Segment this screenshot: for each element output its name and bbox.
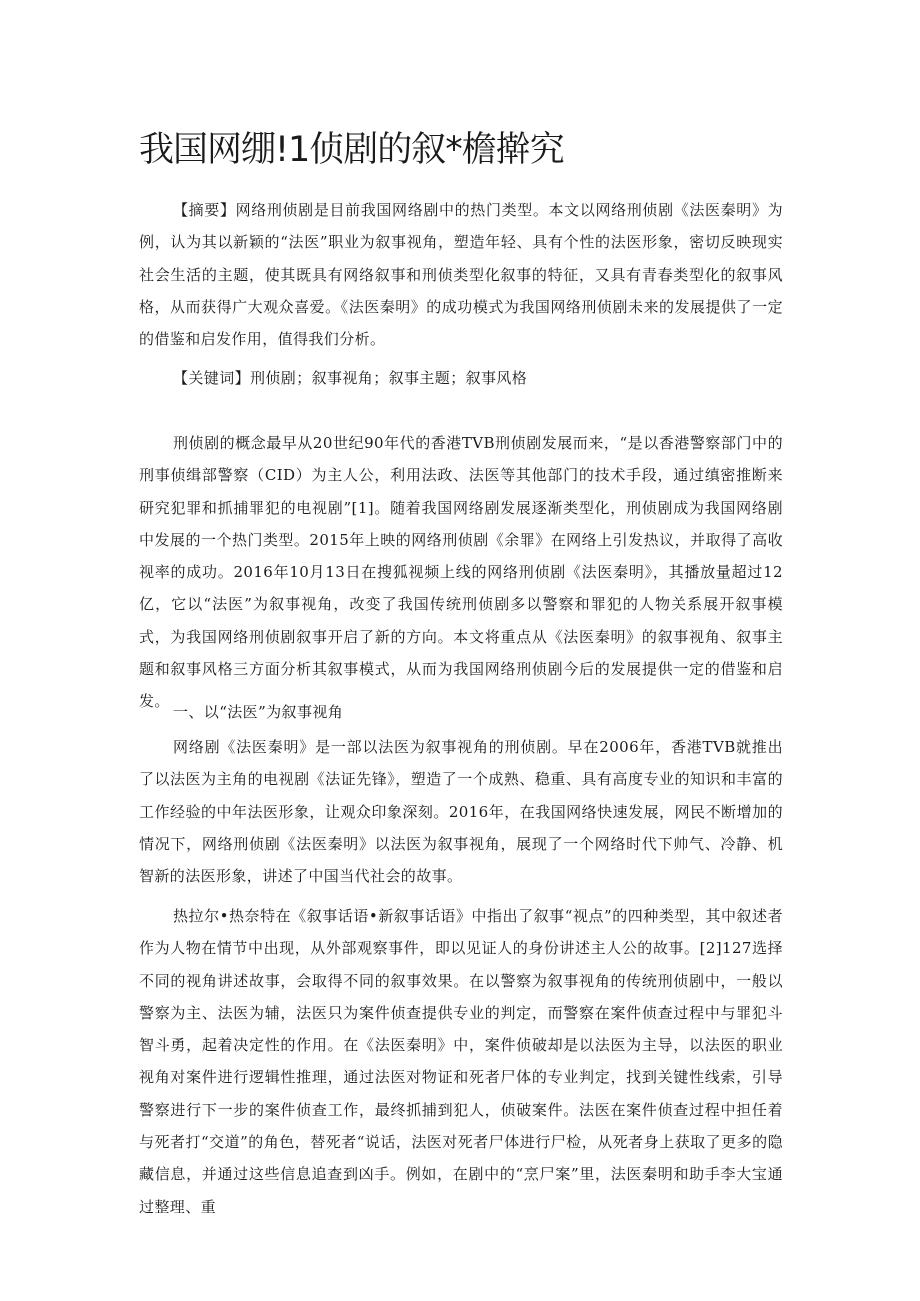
keywords-line: 【关键词】刑侦剧；叙事视角；叙事主题；叙事风格 — [173, 369, 528, 387]
abstract-paragraph: 【摘要】网络刑侦剧是目前我国网络剧中的热门类型。本文以网络刑侦剧《法医秦明》为例，认为其以新颖的“法医”职业为叙事视角，塑造年轻、具有个性的法医形象，密切反映现实社会生活的主题，使其既具有网络叙事和刑侦类型化叙事的特征，又具有青春类型化的叙事风格，从而获得广大观众喜爱。《法医秦明》的成功模式为我国网络刑侦剧未来的发展提供了一定的借鉴和启发作用，值得我们分析。 — [139, 201, 783, 349]
body-paragraph-1: 刑侦剧的概念最早从20世纪90年代的香港TVB刑侦剧发展而来，“是以香港警察部门中的刑事侦缉部警察（CID）为主人公，利用法政、法医等其他部门的技术手段，通过缜密推断来研究犯罪和抓捕罪犯的电视剧”[1]。随着我国网络剧发展逐渐类型化，刑侦剧成为我国网络剧中发展的一个热门类型。2015年上映的网络刑侦剧《余罪》在网络上引发热议，并取得了高收视率的成功。2016年10月13日在搜狐视频上线的网络刑侦剧《法医秦明》，其播放量超过12亿，它以“法医”为叙事视角，改变了我国传统刑侦剧多以警察和罪犯的人物关系展开叙事模式，为我国网络刑侦剧叙事开启了新的方向。本文将重点从《法医秦明》的叙事视角、叙事主题和叙事风格三方面分析其叙事模式，从而为我国网络刑侦剧今后的发展提供一定的借鉴和启发。 — [139, 434, 783, 711]
document-title: 我国网绷!1侦剧的叙*檐擀究 — [139, 130, 564, 170]
body-paragraph-3: 热拉尔•热奈特在《叙事话语•新叙事话语》中指出了叙事“视点”的四种类型，其中叙述者作为人物在情节中出现，从外部观察事件，即以见证人的身份讲述主人公的故事。[2]127选择不同的视角讲述故事，会取得不同的叙事效果。在以警察为叙事视角的传统刑侦剧中，一般以警察为主、法医为辅，法医只为案件侦查提供专业的判定，而警察在案件侦查过程中与罪犯斗智斗勇，起着决定性的作用。在《法医秦明》中，案件侦破却是以法医为主导，以法医的职业视角对案件进行逻辑性推理，通过法医对物证和死者尸体的专业判定，找到关键性线索，引导警察进行下一步的案件侦查工作，最终抓捕到犯人，侦破案件。法医在案件侦查过程中担任着与死者打“交道”的角色，替死者“说话，法医对死者尸体进行尸检，从死者身上获取了更多的隐藏信息，并通过这些信息追查到凶手。例如，在剧中的“烹尸案”里，法医秦明和助手李大宝通过整理、重 — [139, 907, 783, 1216]
section-heading-1: 一、以“法医”为叙事视角 — [173, 703, 344, 721]
body-paragraph-2: 网络剧《法医秦明》是一部以法医为叙事视角的刑侦剧。早在2006年，香港TVB就推出了以法医为主角的电视剧《法证先锋》，塑造了一个成熟、稳重、具有高度专业的知识和丰富的工作经验的中年法医形象，让观众印象深刻。2016年，在我国网络快速发展，网民不断增加的情况下，网络刑侦剧《法医秦明》以法医为叙事视角，展现了一个网络时代下帅气、冷静、机智新的法医形象，讲述了中国当代社会的故事。 — [139, 738, 783, 886]
